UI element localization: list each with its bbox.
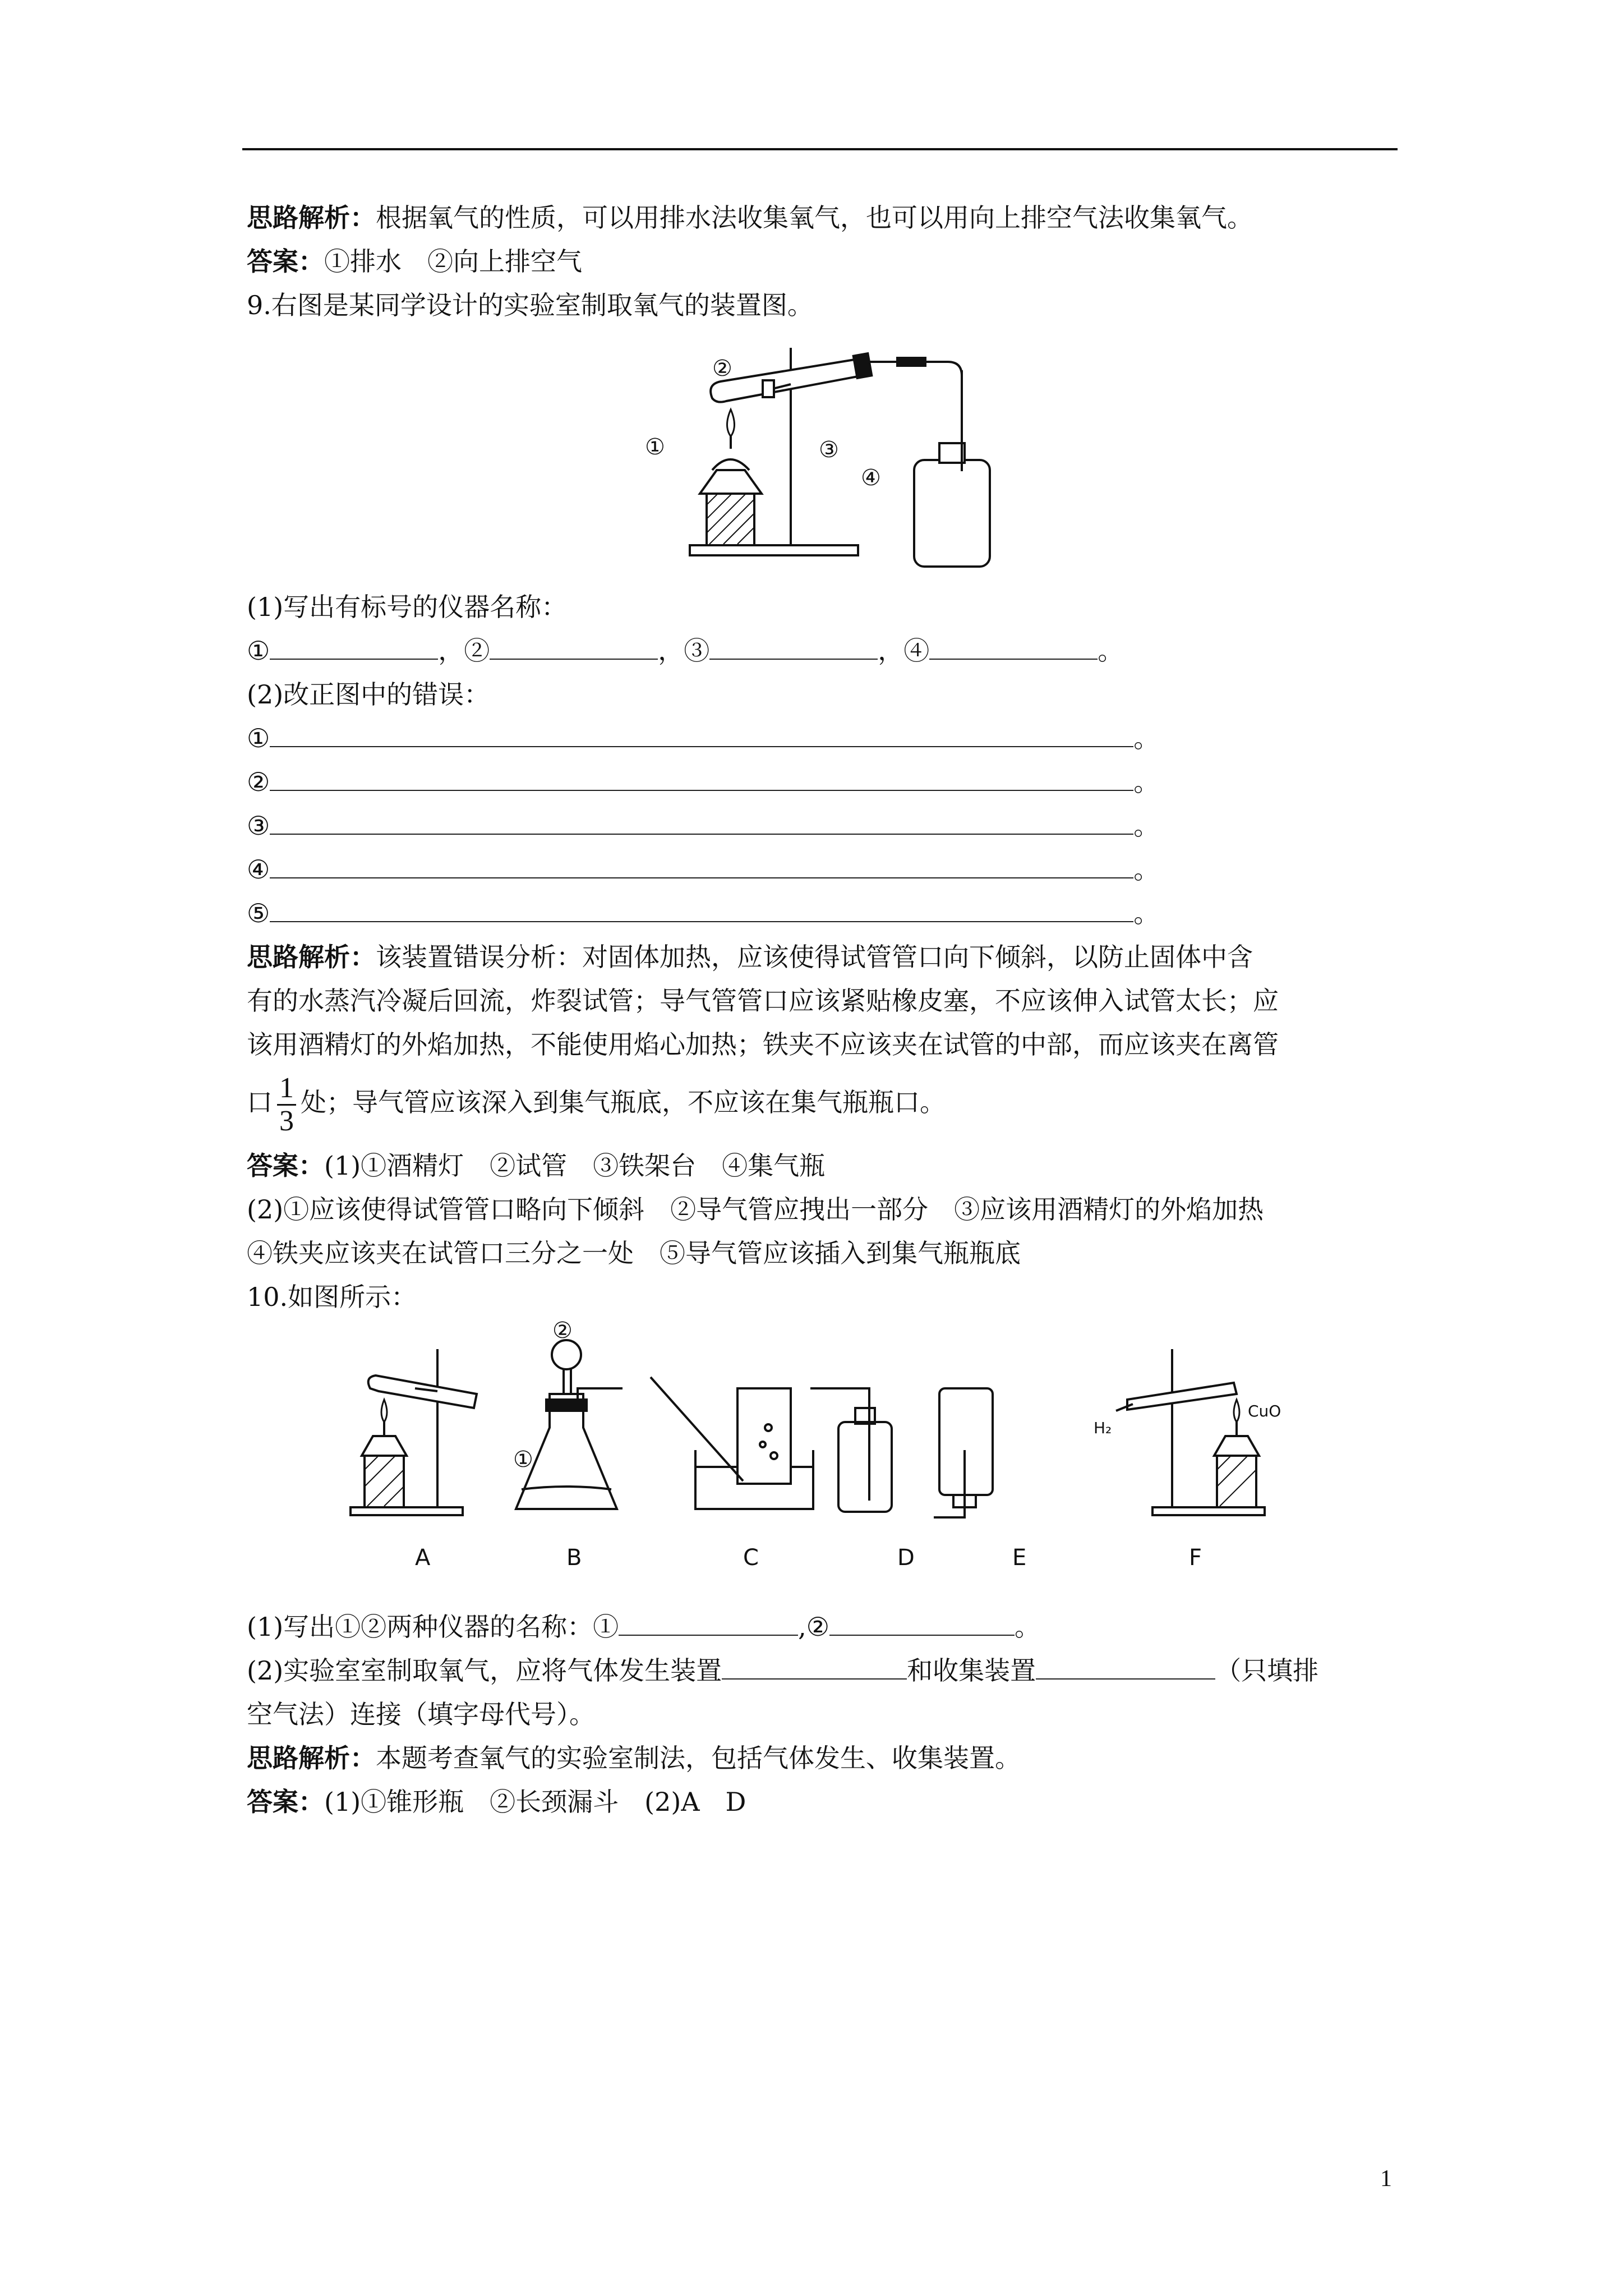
q10-part2: (2)实验室室制取氧气，应将气体发生装置 和收集装置 （只填排: [247, 1655, 1319, 1686]
q10-part1: (1)写出①②两种仪器的名称：① ,② 。: [247, 1612, 1041, 1642]
answer-blank[interactable]: [929, 636, 1098, 660]
question-10-title: 10.如图所示：: [247, 1282, 417, 1312]
letter-d: D: [897, 1545, 915, 1571]
q9-part1-blanks: ① ，② ，③ ，④ 。: [247, 636, 1124, 666]
answer-blank[interactable]: [270, 636, 438, 660]
q9-correction-line: ② 。: [247, 767, 1160, 797]
q9-answer-line-3: ④铁夹应该夹在试管口三分之一处 ⑤导气管应该插入到集气瓶瓶底: [247, 1238, 1021, 1268]
letter-b: B: [566, 1545, 582, 1571]
oxygen-apparatus-figure: [634, 337, 1004, 572]
answer-1: 答案：①排水 ②向上排空气: [247, 246, 582, 277]
q9-part2: (2)改正图中的错误：: [247, 679, 490, 710]
question-9-title: 9.右图是某同学设计的实验室制取氧气的装置图。: [247, 290, 813, 320]
answer-blank[interactable]: [722, 1656, 907, 1680]
page-number: 1: [1380, 2166, 1392, 2192]
letter-a: A: [415, 1545, 431, 1571]
answer-blank[interactable]: [270, 811, 1133, 835]
answer-blank[interactable]: [270, 855, 1133, 878]
letter-e: E: [1012, 1545, 1027, 1571]
label-3: ③: [819, 437, 839, 463]
analysis-1: 思路解析：根据氧气的性质，可以用排水法收集氧气，也可以用向上排空气法收集氧气。: [247, 203, 1253, 233]
q9-analysis-line-1: 思路解析：该装置错误分析：对固体加热，应该使得试管管口向下倾斜，以防止固体中含: [247, 942, 1253, 972]
letter-c: C: [743, 1545, 759, 1571]
apparatus-set-figure: [336, 1315, 1301, 1585]
fraction-one-third: $\frac{1}{3}$: [277, 1073, 296, 1137]
q9-correction-line: ④ 。: [247, 854, 1160, 885]
q9-analysis-line-2: 有的水蒸汽冷凝后回流，炸裂试管；导气管管口应该紧贴橡皮塞，不应该伸入试管太长；应: [247, 986, 1279, 1016]
answer-blank[interactable]: [709, 636, 878, 660]
q9-answer-line-2: (2)①应该使得试管管口略向下倾斜 ②导气管应拽出一部分 ③应该用酒精灯的外焰加热: [247, 1194, 1264, 1225]
answer-blank[interactable]: [619, 1612, 798, 1636]
label-4: ④: [861, 465, 881, 491]
q9-part1: (1)写出有标号的仪器名称：: [247, 592, 568, 622]
label-1: ①: [645, 434, 665, 460]
label-2: ②: [712, 356, 732, 381]
mark-1: ①: [513, 1447, 533, 1473]
h2-label: H₂: [1094, 1419, 1112, 1437]
mark-2: ②: [552, 1318, 573, 1343]
q9-analysis-line-4: 口 $\frac{1}{3}$ 处；导气管应该深入到集气瓶底，不应该在集气瓶瓶口。: [247, 1071, 946, 1137]
answer-blank[interactable]: [490, 636, 658, 660]
cuo-label: CuO: [1248, 1402, 1281, 1420]
letter-f: F: [1189, 1545, 1202, 1571]
q10-answer: 答案：(1)①锥形瓶 ②长颈漏斗 (2)A D: [247, 1787, 746, 1817]
answer-blank[interactable]: [829, 1612, 1015, 1636]
q9-correction-line: ① 。: [247, 723, 1160, 753]
q9-correction-line: ③ 。: [247, 811, 1160, 841]
answer-blank[interactable]: [270, 767, 1133, 791]
q9-analysis-line-3: 该用酒精灯的外焰加热，不能使用焰心加热；铁夹不应该夹在试管的中部，而应该夹在离管: [247, 1029, 1279, 1060]
answer-blank[interactable]: [1036, 1656, 1215, 1680]
answer-blank[interactable]: [270, 724, 1133, 747]
q9-correction-line: ⑤ 。: [247, 898, 1160, 928]
answer-blank[interactable]: [270, 899, 1133, 922]
q10-analysis: 思路解析：本题考查氧气的实验室制法，包括气体发生、收集装置。: [247, 1743, 1021, 1773]
q9-answer-line-1: 答案：(1)①酒精灯 ②试管 ③铁架台 ④集气瓶: [247, 1151, 826, 1181]
header-rule: [242, 148, 1398, 150]
q10-part2-line2: 空气法）连接（填字母代号）。: [247, 1699, 595, 1729]
